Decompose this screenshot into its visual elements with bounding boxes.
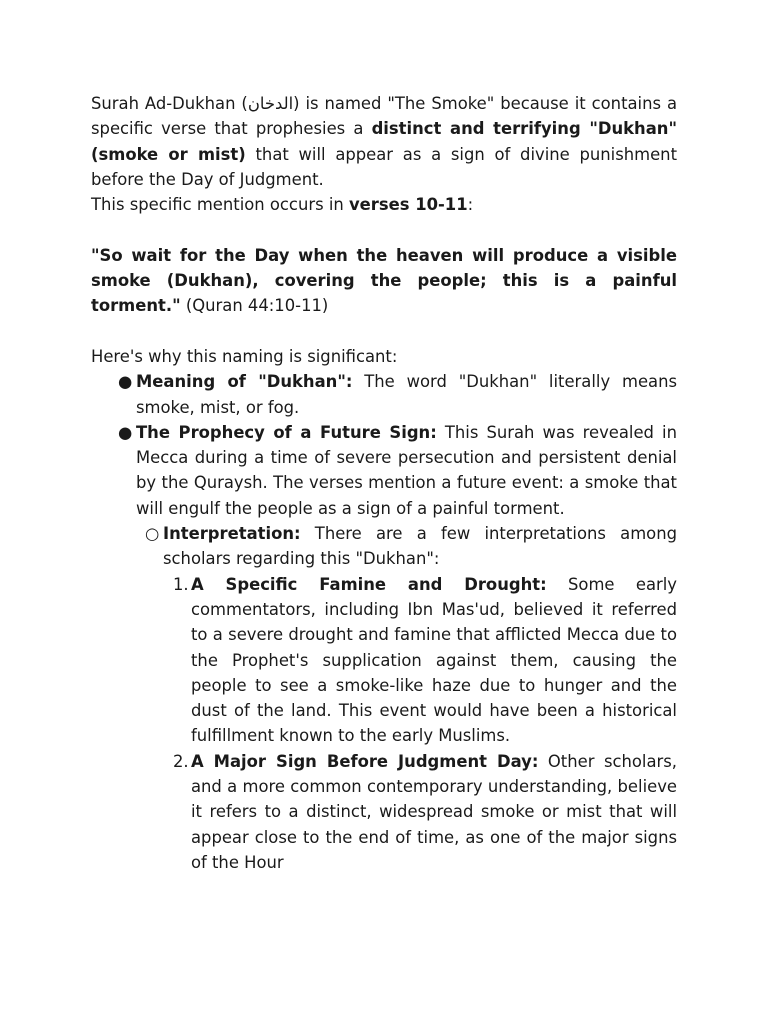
number-marker: 2. — [173, 751, 189, 771]
list-item-label: The Prophecy of a Future Sign: — [136, 422, 437, 442]
bullet-marker: ● — [118, 372, 133, 392]
list-item-text: There are a few interpretations among scholars regarding this "Dukhan": — [163, 524, 677, 569]
number-marker: 1. — [173, 574, 189, 594]
intro-arabic-text: الدخان — [247, 94, 294, 113]
intro-paragraph — [91, 91, 677, 192]
mention-prefix: This specific mention occurs in — [91, 195, 349, 215]
intro-text-3: that will appear as a sign of divine punishment before the Day of Judgment. — [91, 144, 677, 189]
mention-suffix: : — [467, 195, 474, 215]
list-item-major-sign — [163, 749, 677, 875]
bullet-list — [91, 369, 677, 875]
why-heading: Here's why this naming is significant: — [91, 346, 398, 366]
list-item-meaning — [91, 369, 677, 420]
mention-verses: verses 10-11 — [348, 195, 468, 215]
list-item-text: Some early commentators, including Ibn Mas'ud, believed it referred to a severe drought and famine that afflicted Mecca due to the Prophet's supplication against them, causing the people to see a smoke-like haze due to hunger and the dust of the land. This event would have been a historical fulfillment known to the early Muslims. — [191, 574, 677, 746]
list-item-famine — [163, 572, 677, 749]
intro-text-1: Surah Ad-Dukhan ( — [91, 94, 248, 113]
blank-line — [91, 217, 677, 242]
list-item-text: The word "Dukhan" literally means smoke, mist, or fog. — [136, 372, 677, 417]
mention-paragraph — [91, 192, 677, 217]
list-item-interpretation — [136, 521, 677, 875]
list-item-label: A Major Sign Before Judgment Day: — [191, 751, 539, 771]
list-item-label: Meaning of "Dukhan": — [136, 372, 353, 392]
circle-marker: ○ — [145, 524, 160, 544]
list-item-label: A Specific Famine and Drought: — [191, 574, 547, 594]
quote-text: "So wait for the Day when the heaven will produce a visible smoke (Dukhan), covering the people; this is a painful torment." — [91, 245, 677, 316]
quote-reference: (Quran 44:10-11) — [180, 296, 329, 316]
bullet-marker: ● — [118, 422, 133, 442]
list-item-text: This Surah was revealed in Mecca during a time of severe persecution and persistent denial by the Quraysh. The verses mention a future event: a smoke that will engulf the people as a sign of a painful torment. — [136, 422, 677, 518]
quote-paragraph — [91, 243, 677, 319]
intro-bold-text: distinct and terrifying "Dukhan" (smoke or mist) — [91, 119, 677, 164]
intro-text-2: ) is named "The Smoke" because it contains a specific verse that prophesies a — [91, 94, 678, 139]
blank-line — [91, 319, 677, 344]
list-item-text: Other scholars, and a more common contemporary understanding, believe it refers to a distinct, widespread smoke or mist that will appear close to the end of time, as one of the major signs of the Hour — [191, 751, 677, 872]
sub-bullet-list — [136, 521, 677, 875]
list-item-label: Interpretation: — [163, 524, 301, 544]
document-body — [91, 91, 677, 875]
numbered-list — [163, 572, 677, 876]
list-item-prophecy — [91, 420, 677, 875]
